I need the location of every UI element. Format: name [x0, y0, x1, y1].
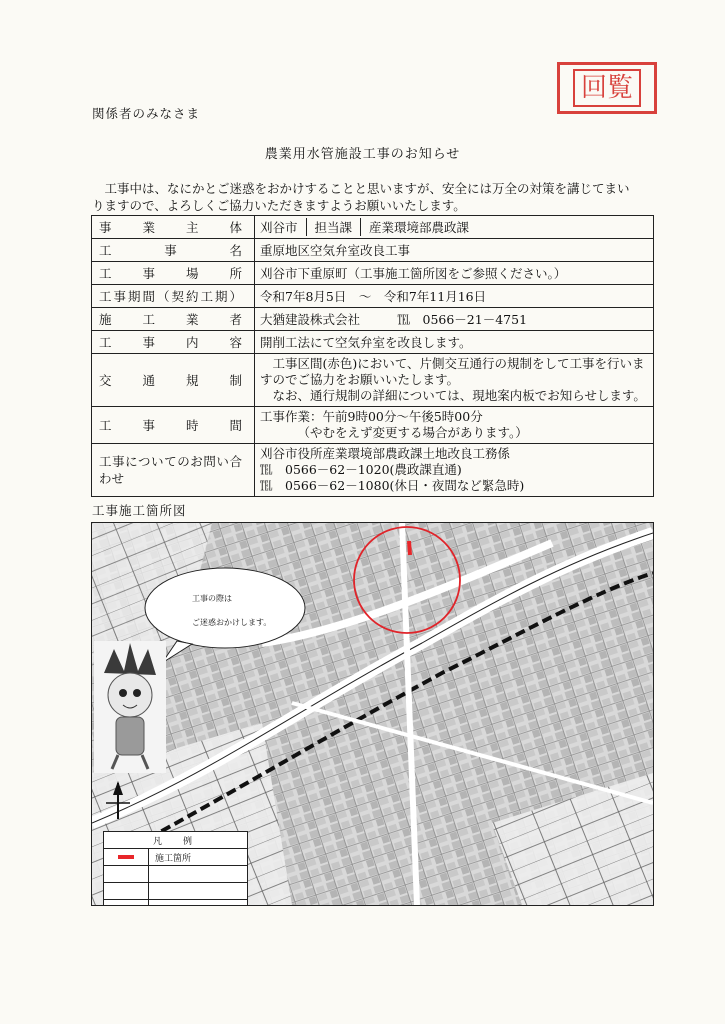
row-inquiry — [92, 444, 654, 497]
value-traffic — [255, 354, 654, 407]
hours-line2: （やむをえず変更する場合があります。） — [297, 425, 528, 440]
traffic-line1: 工事区間(赤色)において、片側交互通行の規制をして工事を行いますのでご協力をお願いいたします。 — [260, 356, 645, 387]
value-contractor: 大猶建設株式会社 ℡ 0566－21－4751 — [255, 308, 654, 331]
label-content: 工事内容 — [92, 331, 255, 354]
client-dept: 産業環境部農政課 — [369, 220, 470, 235]
bubble-line2: ご迷惑おかけします。 — [192, 618, 272, 627]
legend-row-empty — [104, 865, 247, 882]
legend-item-label: 施工箇所 — [155, 853, 192, 864]
value-hours — [255, 407, 654, 444]
mascot-character — [94, 641, 166, 773]
label-client: 事業主体 — [92, 216, 255, 239]
label-inquiry: 工事についてのお問い合わせ — [92, 444, 255, 497]
row-contractor — [92, 308, 654, 331]
label-place: 工事場所 — [92, 262, 255, 285]
speech-bubble — [145, 568, 305, 648]
intro-paragraph: 工事中は、なにかとご迷惑をおかけすることと思いますが、安全には万全の対策を講じてまいりますので、よろしくご協力いただきますようお願いいたします。 — [92, 181, 630, 213]
stamp-text: 回覧 — [573, 69, 641, 107]
label-name: 工事名 — [92, 239, 255, 262]
legend-header: 凡 例 — [152, 836, 198, 847]
page-title: 農業用水管施設工事のお知らせ — [264, 147, 461, 162]
row-content — [92, 331, 654, 354]
legend-row-construction — [104, 848, 247, 865]
legend-row-empty — [104, 882, 247, 899]
legend-red-swatch — [118, 855, 134, 859]
contact-label: 担当課 — [306, 218, 362, 236]
row-place — [92, 262, 654, 285]
client-org: 刈谷市 — [260, 220, 298, 235]
circulation-stamp — [557, 62, 657, 114]
row-period — [92, 285, 654, 308]
label-period: 工事期間（契約工期） — [92, 285, 255, 308]
value-client — [255, 216, 654, 239]
inquiry-line3: ℡ 0566－62－1080(休日・夜間など緊急時) — [260, 478, 525, 493]
construction-site-mark — [409, 541, 410, 555]
row-client — [92, 216, 654, 239]
map-legend — [103, 831, 248, 906]
value-period: 令和7年8月5日 ～ 令和7年11月16日 — [255, 285, 654, 308]
label-traffic: 交通規制 — [92, 354, 255, 407]
construction-location-map — [91, 522, 654, 906]
addressee: 関係者のみなさま — [92, 106, 201, 121]
hours-line1: 工事作業：午前9時00分～午後5時00分 — [260, 409, 483, 424]
value-name: 重原地区空気弁室改良工事 — [255, 239, 654, 262]
map-title: 工事施工箇所図 — [92, 503, 187, 518]
value-inquiry — [255, 444, 654, 497]
inquiry-line1: 刈谷市役所産業環境部農政課土地改良工務係 — [260, 446, 511, 461]
construction-info-table — [91, 215, 654, 497]
row-traffic — [92, 354, 654, 407]
traffic-line2: なお、通行規制の詳細については、現地案内板でお知らせします。 — [272, 388, 646, 403]
label-hours: 工事時間 — [92, 407, 255, 444]
inquiry-line2: ℡ 0566－62－1020(農政課直通) — [260, 462, 462, 477]
row-name — [92, 239, 654, 262]
value-content: 開削工法にて空気弁室を改良します。 — [255, 331, 654, 354]
value-place: 刈谷市下重原町（工事施工箇所図をご参照ください。） — [255, 262, 654, 285]
row-hours — [92, 407, 654, 444]
legend-row-empty — [104, 899, 247, 906]
label-contractor: 施工業者 — [92, 308, 255, 331]
bubble-line1: 工事の際は — [192, 594, 232, 603]
